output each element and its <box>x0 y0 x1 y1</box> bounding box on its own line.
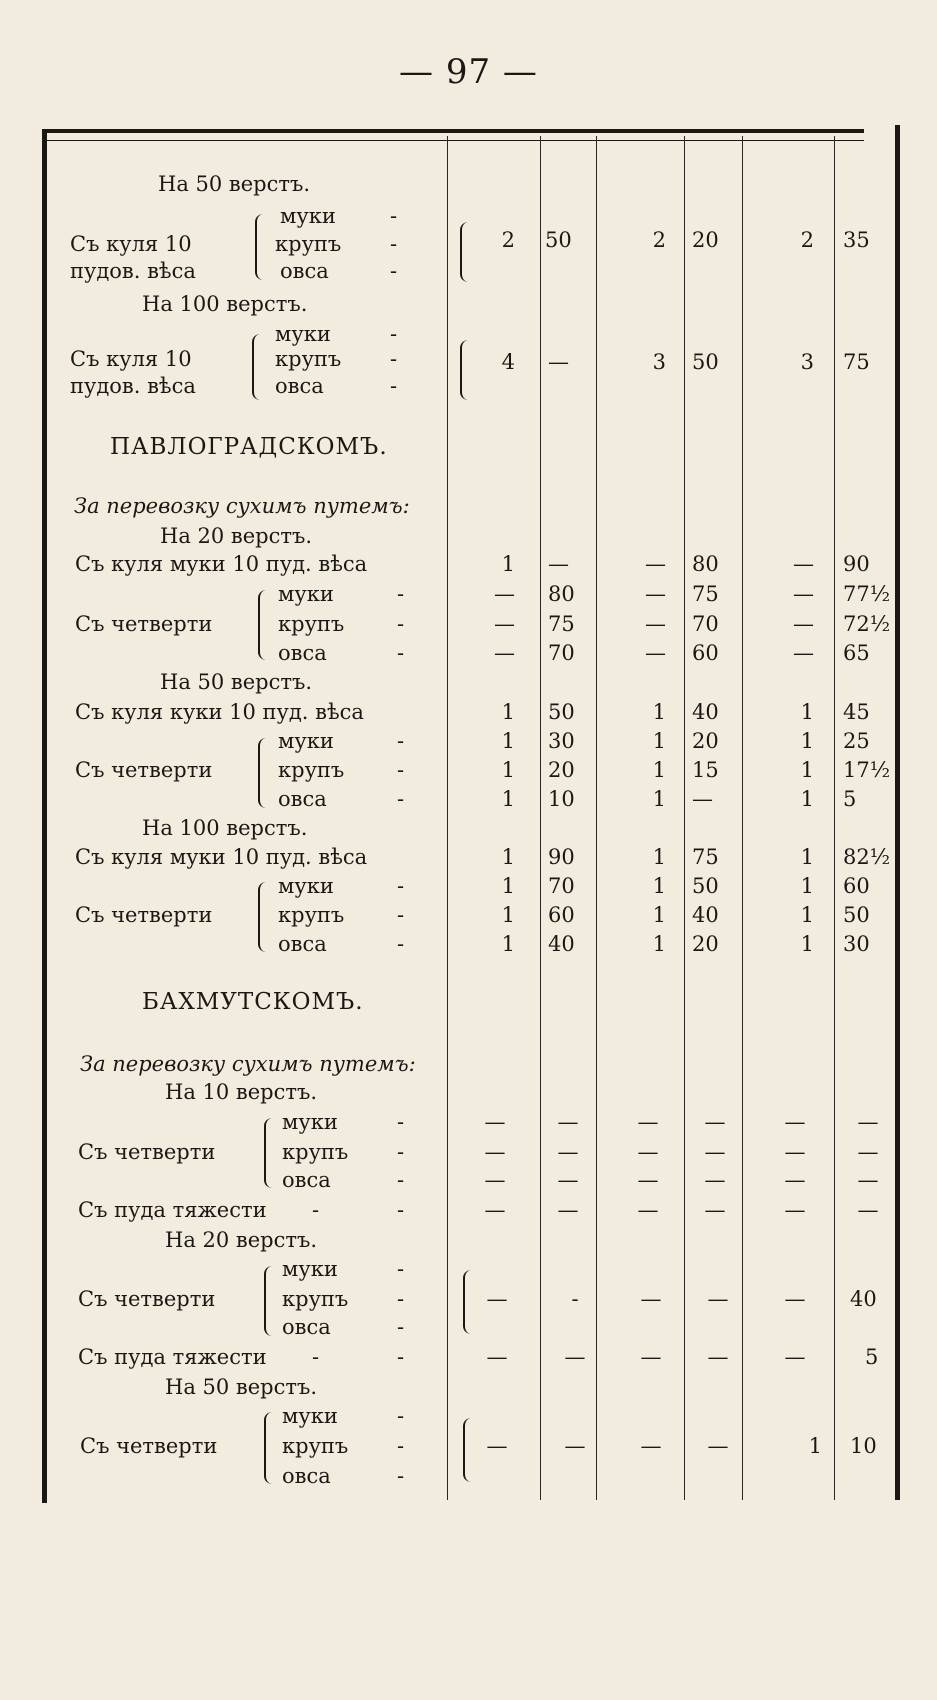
row-label: овса - <box>282 1464 405 1488</box>
table-top-rule <box>42 129 864 141</box>
section-heading: На 50 верстъ. <box>160 670 313 694</box>
table-row: муки - — 80 — 75 — 77½ <box>278 582 891 606</box>
row-label: пудов. вѣса овса - <box>70 259 398 283</box>
table-row: муки - — — — — — — <box>282 1110 879 1134</box>
section-heading: На 100 верстъ. <box>142 816 308 840</box>
table-row: 2 50 2 20 2 35 <box>501 228 870 252</box>
row-label: муки - <box>275 322 398 346</box>
table-row: муки - 1 70 1 50 1 60 <box>278 874 870 898</box>
page-number: — 97 — <box>399 52 538 92</box>
table-row: муки - 1 30 1 20 1 25 <box>278 729 870 753</box>
table-row: Съ куля куки 10 пуд. вѣса 1 50 1 40 1 45 <box>75 700 870 724</box>
table-row: Съ четверти крупъ - — — — — — — <box>78 1140 879 1164</box>
row-label: Съ куля 10 крупъ - <box>70 232 398 256</box>
section-heading: На 100 верстъ. <box>142 292 308 316</box>
table-row: овса - 1 40 1 20 1 30 <box>278 932 870 956</box>
table-row: Съ куля муки 10 пуд. вѣса 1 90 1 75 1 82½ <box>75 845 891 869</box>
table-row: Съ четверти крупъ - — — — — 1 10 <box>80 1434 877 1458</box>
table-row: Съ четверти крупъ - 1 60 1 40 1 50 <box>75 903 870 927</box>
table-row: Съ пуда тяжести - - — — — — — — <box>78 1198 879 1222</box>
table-row: овса - — 70 — 60 — 65 <box>278 641 870 665</box>
row-label: муки - <box>282 1404 405 1428</box>
table-row: Съ куля муки 10 пуд. вѣса 1 — — 80 — 90 <box>75 552 870 576</box>
table-row: Съ четверти крупъ - 1 20 1 15 1 17½ <box>75 758 891 782</box>
section-heading: На 10 верстъ. <box>165 1080 318 1104</box>
row-label: Съ куля 10 крупъ - <box>70 347 398 371</box>
table-row: овса - 1 10 1 — 1 5 <box>278 787 857 811</box>
table-row: овса - — — — — — — <box>282 1168 879 1192</box>
section-heading: На 20 верстъ. <box>165 1228 318 1252</box>
row-label: пудов. вѣса овса - <box>70 374 398 398</box>
table-row: Съ пуда тяжеcти - - — — — — — 5 <box>78 1345 879 1369</box>
row-label: муки - <box>282 1257 405 1281</box>
section-heading: На 50 верстъ. <box>158 172 311 196</box>
row-label: овса - <box>282 1315 405 1339</box>
table-row: Съ четверти крупъ - — 75 — 70 — 72½ <box>75 612 891 636</box>
row-label: муки - <box>280 204 398 228</box>
table-row: Съ четверти крупъ - — - — — — 40 <box>78 1287 877 1311</box>
table-row: 4 — 3 50 3 75 <box>501 350 870 374</box>
section-heading: На 20 верстъ. <box>160 524 313 548</box>
section-heading: На 50 верстъ. <box>165 1375 318 1399</box>
